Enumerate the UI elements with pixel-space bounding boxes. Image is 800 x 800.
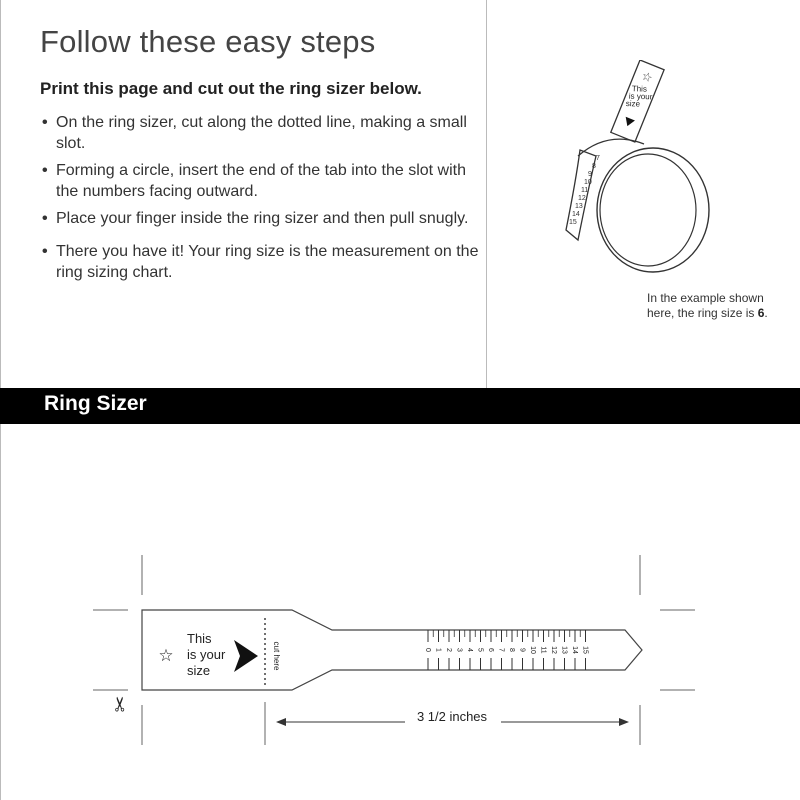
ring-band-outer xyxy=(597,148,709,272)
cut-here-label: cut here xyxy=(272,641,281,671)
illus-scale-9: 9 xyxy=(588,171,592,178)
scale-number: 0 xyxy=(424,648,432,652)
illus-scale-15: 15 xyxy=(569,219,577,226)
illus-scale-12: 12 xyxy=(578,195,586,202)
bullet: • xyxy=(42,114,48,131)
section-band xyxy=(0,388,800,424)
example-size-value: 6 xyxy=(757,306,765,320)
example-caption xyxy=(647,291,787,321)
bullet: • xyxy=(42,210,48,227)
ring-sizer-diagram xyxy=(0,540,800,760)
scale-number: 5 xyxy=(476,648,484,652)
column-divider xyxy=(486,0,487,388)
tab-label-size: size xyxy=(625,99,641,109)
scale-number: 14 xyxy=(571,646,579,654)
scale-number: 7 xyxy=(497,648,505,652)
illus-scale-7: 7 xyxy=(596,155,600,162)
section-title: Ring Sizer xyxy=(44,392,147,415)
sizer-label-this: This xyxy=(187,631,212,646)
bullet: • xyxy=(42,162,48,179)
tab-star-icon: ☆ xyxy=(639,68,655,86)
bullet: • xyxy=(42,243,48,260)
step-text: There you have it! Your ring size is the measurement on the ring sizing chart. xyxy=(56,243,479,281)
scale-number: 2 xyxy=(445,648,453,652)
step-text: Place your finger inside the ring sizer and then pull snugly. xyxy=(56,210,469,227)
step-text: On the ring sizer, cut along the dotted line, making a small slot. xyxy=(56,114,467,152)
example-period: . xyxy=(764,306,768,320)
scale-number: 3 xyxy=(455,648,463,652)
illus-scale-8: 8 xyxy=(592,163,596,170)
dimension-label: 3 1/2 inches xyxy=(416,709,488,724)
step-item xyxy=(40,241,480,283)
sizer-label-is-your: is your xyxy=(187,647,226,662)
sizer-label-size: size xyxy=(187,663,211,678)
scale-number: 15 xyxy=(581,646,589,654)
scale-number: 1 xyxy=(434,648,442,652)
scale-number: 4 xyxy=(466,648,474,652)
step-item xyxy=(40,208,480,229)
illus-scale-13: 13 xyxy=(575,203,583,210)
scale-number: 10 xyxy=(529,646,537,654)
example-text: In the example shown here, the ring size is xyxy=(647,291,764,320)
illus-scale-14: 14 xyxy=(572,211,580,218)
scale-number: 8 xyxy=(508,648,516,652)
instructions-subheading: Print this page and cut out the ring sizer below. xyxy=(40,79,422,98)
ring-example-illustration xyxy=(548,60,728,290)
tilted-tab xyxy=(611,60,665,142)
scale-number: 6 xyxy=(487,648,495,652)
ring-band-inner xyxy=(600,154,696,266)
illus-scale-11: 11 xyxy=(581,187,589,194)
sizer-star-icon: ☆ xyxy=(158,646,174,665)
step-item xyxy=(40,160,480,202)
scale-number: 12 xyxy=(550,646,558,654)
dimension-arrow-right xyxy=(619,718,629,726)
tab-label-is-your: is your xyxy=(628,91,653,102)
page-heading: Follow these easy steps xyxy=(40,24,376,59)
illus-scale-10: 10 xyxy=(584,179,592,186)
scale-number: 13 xyxy=(560,646,568,654)
step-text: Forming a circle, insert the end of the tab into the slot with the numbers facing outward. xyxy=(56,162,466,200)
scissors-icon: ✂ xyxy=(110,695,132,713)
scale-number: 11 xyxy=(539,646,547,654)
tab-label-this: This xyxy=(631,84,648,94)
step-item xyxy=(40,112,480,154)
dimension-arrow-left xyxy=(276,718,286,726)
scale-number: 9 xyxy=(518,648,526,652)
frame-left-line xyxy=(0,0,1,388)
steps-list xyxy=(40,112,480,289)
